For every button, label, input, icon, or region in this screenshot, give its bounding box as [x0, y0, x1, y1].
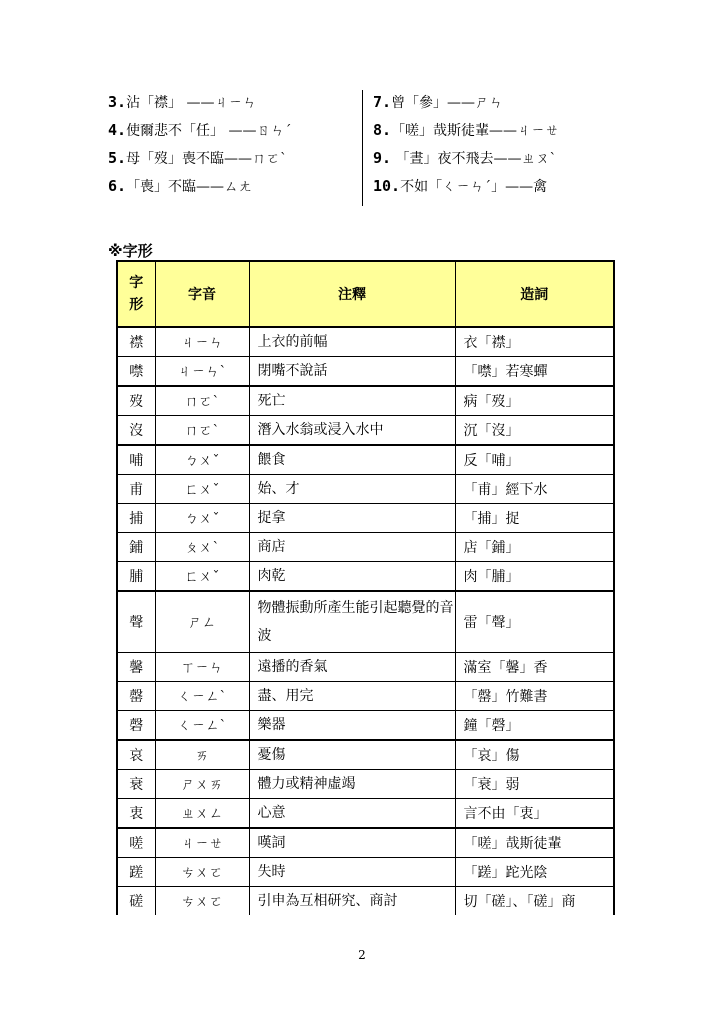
table-row	[117, 770, 614, 799]
cell-meaning: 失時	[249, 858, 455, 887]
question-number: 9.	[373, 149, 392, 167]
cell-sound: ㄓㄨㄥ	[155, 799, 249, 829]
table-row	[117, 357, 614, 387]
header-char-line1: 字	[129, 275, 144, 291]
table-row	[117, 386, 614, 416]
question-text: 「嗟」哉斯徒輩——ㄐㄧㄝ	[391, 123, 560, 139]
table-row	[117, 475, 614, 504]
cell-word: 「哀」傷	[455, 740, 614, 770]
cell-meaning: 物體振動所產生能引起聽覺的音波	[249, 591, 455, 653]
cell-sound: ㄘㄨㄛ	[155, 858, 249, 887]
cell-word: 「嗟」哉斯徒輩	[455, 828, 614, 858]
cell-word: 「衰」弱	[455, 770, 614, 799]
cell-word: 「罄」竹難書	[455, 682, 614, 711]
cell-sound: ㄕㄨㄞ	[155, 770, 249, 799]
table-row	[117, 504, 614, 533]
cell-char: 捕	[117, 504, 155, 533]
cell-sound: ㄑㄧㄥˋ	[155, 711, 249, 741]
cell-char: 襟	[117, 327, 155, 357]
question-number: 4.	[108, 121, 127, 139]
cell-meaning: 閉嘴不說話	[249, 357, 455, 387]
cell-sound: ㄐㄧㄝ	[155, 828, 249, 858]
table-row	[117, 682, 614, 711]
cell-word: 雷「聲」	[455, 591, 614, 653]
table-row	[117, 828, 614, 858]
cell-word: 滿室「馨」香	[455, 653, 614, 682]
question-item	[373, 144, 633, 172]
question-text: 沾「襟」 ——ㄐㄧㄣ	[126, 95, 257, 111]
table-row	[117, 711, 614, 741]
cell-word: 鐘「磬」	[455, 711, 614, 741]
cell-sound: ㄆㄨˋ	[155, 533, 249, 562]
question-text: 不如「ㄑㄧㄣˊ」——禽	[400, 179, 548, 195]
cell-sound: ㄇㄛˋ	[155, 386, 249, 416]
cell-meaning: 始、才	[249, 475, 455, 504]
cell-word: 「捕」捉	[455, 504, 614, 533]
table-row	[117, 887, 614, 916]
cell-char: 罄	[117, 682, 155, 711]
cell-word: 肉「脯」	[455, 562, 614, 592]
cell-sound: ㄅㄨˇ	[155, 504, 249, 533]
cell-sound: ㄞ	[155, 740, 249, 770]
cell-char: 聲	[117, 591, 155, 653]
cell-char: 沒	[117, 416, 155, 446]
table-row	[117, 533, 614, 562]
header-meaning: 注釋	[249, 261, 455, 327]
table-row	[117, 562, 614, 592]
cell-char: 噤	[117, 357, 155, 387]
table-row	[117, 445, 614, 475]
cell-word: 沉「沒」	[455, 416, 614, 446]
cell-char: 衷	[117, 799, 155, 829]
question-number: 6.	[108, 177, 127, 195]
question-number: 10.	[373, 177, 401, 195]
character-table	[116, 260, 615, 915]
cell-word: 「噤」若寒蟬	[455, 357, 614, 387]
cell-char: 鋪	[117, 533, 155, 562]
cell-meaning: 樂器	[249, 711, 455, 741]
cell-char: 磬	[117, 711, 155, 741]
cell-meaning: 上衣的前幅	[249, 327, 455, 357]
cell-sound: ㄐㄧㄣ	[155, 327, 249, 357]
header-sound: 字音	[155, 261, 249, 327]
cell-word: 衣「襟」	[455, 327, 614, 357]
table-body	[117, 327, 614, 915]
cell-sound: ㄅㄨˇ	[155, 445, 249, 475]
table-row	[117, 799, 614, 829]
table-header-row	[117, 261, 614, 327]
cell-meaning: 心意	[249, 799, 455, 829]
header-char-line2: 形	[129, 297, 144, 313]
page-number: 2	[358, 948, 366, 962]
table-row	[117, 327, 614, 357]
table-row	[117, 653, 614, 682]
cell-sound: ㄈㄨˇ	[155, 562, 249, 592]
cell-char: 蹉	[117, 858, 155, 887]
question-text: 母「歿」喪不臨——ㄇㄛˋ	[126, 151, 288, 167]
cell-meaning: 引申為互相研究、商討	[249, 887, 455, 916]
table-row	[117, 416, 614, 446]
question-number: 8.	[373, 121, 392, 139]
question-text: 「晝」夜不飛去——ㄓㄡˋ	[391, 151, 557, 167]
question-item	[373, 116, 633, 144]
column-divider	[362, 90, 363, 206]
cell-meaning: 捉拿	[249, 504, 455, 533]
cell-sound: ㄑㄧㄥˋ	[155, 682, 249, 711]
cell-word: 「甫」經下水	[455, 475, 614, 504]
question-column-left	[108, 88, 363, 200]
cell-word: 切「磋」、「磋」商	[455, 887, 614, 916]
table-row	[117, 740, 614, 770]
cell-meaning: 盡、用完	[249, 682, 455, 711]
cell-sound: ㄒㄧㄣ	[155, 653, 249, 682]
question-text: 曾「參」——ㄕㄣ	[391, 95, 504, 111]
cell-word: 店「鋪」	[455, 533, 614, 562]
cell-char: 甫	[117, 475, 155, 504]
cell-meaning: 肉乾	[249, 562, 455, 592]
table-row	[117, 858, 614, 887]
cell-char: 磋	[117, 887, 155, 916]
cell-sound: ㄈㄨˇ	[155, 475, 249, 504]
cell-word: 反「哺」	[455, 445, 614, 475]
question-item	[108, 144, 363, 172]
cell-meaning: 憂傷	[249, 740, 455, 770]
cell-meaning: 體力或精神虛竭	[249, 770, 455, 799]
question-column-right	[373, 88, 633, 200]
question-number: 7.	[373, 93, 392, 111]
cell-char: 嗟	[117, 828, 155, 858]
cell-meaning: 潛入水翁或浸入水中	[249, 416, 455, 446]
section-title: ※字形	[108, 242, 153, 260]
cell-word: 病「歿」	[455, 386, 614, 416]
question-number: 3.	[108, 93, 127, 111]
cell-char: 脯	[117, 562, 155, 592]
cell-char: 哀	[117, 740, 155, 770]
cell-char: 馨	[117, 653, 155, 682]
cell-sound: ㄘㄨㄛ	[155, 887, 249, 916]
header-word: 造詞	[455, 261, 614, 327]
cell-meaning: 遠播的香氣	[249, 653, 455, 682]
header-char	[117, 261, 155, 327]
cell-char: 歿	[117, 386, 155, 416]
cell-sound: ㄐㄧㄣˋ	[155, 357, 249, 387]
question-item	[373, 172, 633, 200]
question-number: 5.	[108, 149, 127, 167]
cell-meaning: 死亡	[249, 386, 455, 416]
cell-meaning: 餵食	[249, 445, 455, 475]
question-item	[108, 172, 363, 200]
cell-meaning: 嘆詞	[249, 828, 455, 858]
question-item	[373, 88, 633, 116]
question-text: 「喪」不臨——ㄙㄤ	[126, 179, 253, 195]
cell-sound: ㄕㄥ	[155, 591, 249, 653]
cell-sound: ㄇㄛˋ	[155, 416, 249, 446]
cell-word: 「蹉」跎光陰	[455, 858, 614, 887]
cell-char: 衰	[117, 770, 155, 799]
question-item	[108, 88, 363, 116]
question-item	[108, 116, 363, 144]
cell-char: 哺	[117, 445, 155, 475]
cell-word: 言不由「衷」	[455, 799, 614, 829]
table-row	[117, 591, 614, 653]
cell-meaning: 商店	[249, 533, 455, 562]
question-list	[108, 88, 628, 208]
question-text: 使爾悲不「任」 ——ㄖㄣˊ	[126, 123, 292, 139]
